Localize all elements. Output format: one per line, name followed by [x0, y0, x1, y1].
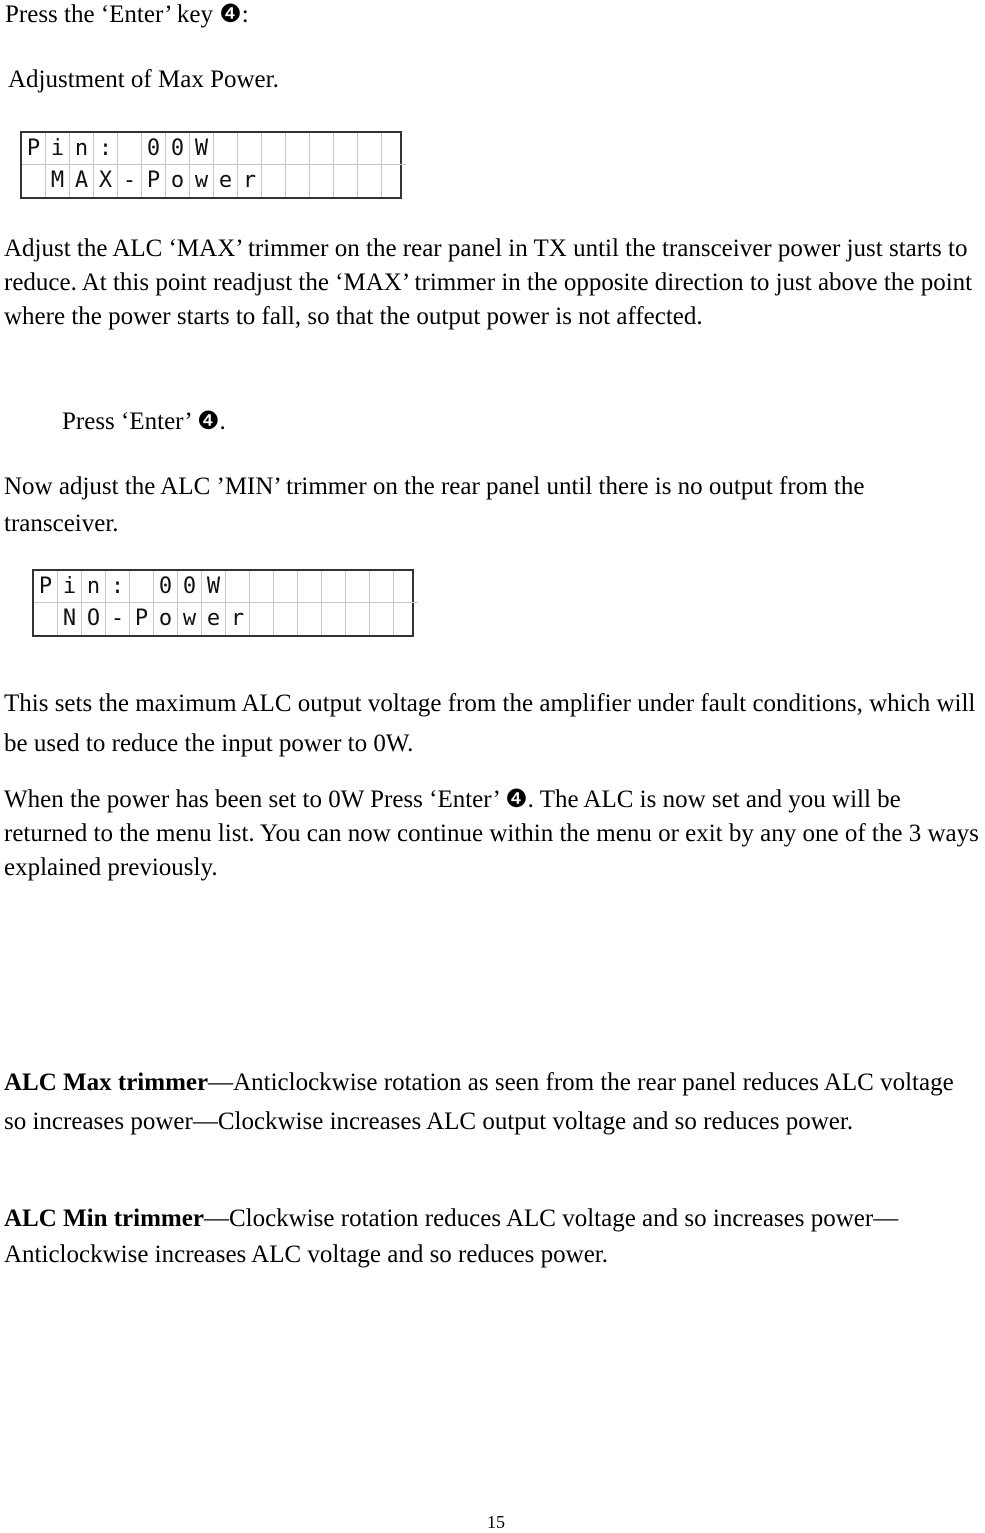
lcd-cell: W: [190, 133, 214, 165]
lcd-cell: [310, 165, 334, 197]
lcd-cell: N: [58, 603, 82, 635]
lcd-cell: 0: [142, 133, 166, 165]
lcd-cell: r: [238, 165, 262, 197]
lcd-cell: [274, 603, 298, 635]
lcd-cell: [358, 133, 382, 165]
lcd-cell: [322, 571, 346, 603]
lcd-cell: -: [118, 165, 142, 197]
lcd-cell: [238, 133, 262, 165]
lcd-cell: P: [142, 165, 166, 197]
max-power-heading: Adjustment of Max Power.: [8, 66, 279, 93]
lcd-cell: [274, 571, 298, 603]
press-enter-step: Press ‘Enter’ ❹.: [62, 408, 226, 435]
alc-min-trimmer-paragraph: [4, 1201, 979, 1273]
lcd-cell: W: [202, 571, 226, 603]
lcd-cell: [358, 165, 382, 197]
lcd-cell: X: [94, 165, 118, 197]
lcd-cell: r: [226, 603, 250, 635]
adjust-min-paragraph: Now adjust the ALC ’MIN’ trimmer on the rear panel until there is no output from the transceiver.: [4, 473, 865, 537]
lcd-cell: -: [106, 603, 130, 635]
lcd-cell: w: [178, 603, 202, 635]
press-enter-instruction: Press the ‘Enter’ key ❹:: [5, 1, 249, 28]
lcd-cell: [298, 571, 322, 603]
lcd-cell: [214, 133, 238, 165]
lcd-cell: [250, 571, 274, 603]
alc-max-trimmer-text: —Anticlockwise rotation as seen from the rear panel reduces ALC voltage so increases power—Clockwise increases ALC output voltage and so reduces power.: [4, 1069, 954, 1135]
adjust-max-paragraph: Adjust the ALC ‘MAX’ trimmer on the rear panel in TX until the transceiver power just starts to reduce. At this point readjust the ‘MAX’ trimmer in the opposite direction to just above the point where the power starts to fall, so that the output power is not affected.: [4, 235, 973, 330]
lcd-cell: [334, 165, 358, 197]
lcd-cell: 0: [166, 133, 190, 165]
lcd-cell: e: [214, 165, 238, 197]
alc-max-trimmer-paragraph: [4, 1063, 979, 1141]
lcd-cell: i: [58, 571, 82, 603]
power-set-paragraph: When the power has been set to 0W Press ‘Enter’ ❹. The ALC is now set and you will be returned to the menu list. You can now continue within the menu or exit by any one of the 3 ways explained previously.: [4, 786, 979, 881]
lcd-cell: [22, 165, 46, 197]
lcd-cell: O: [82, 603, 106, 635]
lcd-cell: P: [34, 571, 58, 603]
lcd-cell: [298, 603, 322, 635]
lcd-cell: [34, 603, 58, 635]
lcd-cell: [286, 133, 310, 165]
lcd-cell: [394, 603, 418, 635]
lcd-cell: [262, 165, 286, 197]
lcd-cell: [286, 165, 310, 197]
lcd-cell: [370, 603, 394, 635]
lcd-cell: w: [190, 165, 214, 197]
lcd-cell: :: [94, 133, 118, 165]
lcd-cell: e: [202, 603, 226, 635]
lcd-cell: [226, 571, 250, 603]
page-number: 15: [487, 1512, 505, 1532]
lcd-cell: [346, 571, 370, 603]
lcd-cell: P: [22, 133, 46, 165]
lcd-cell: 0: [178, 571, 202, 603]
lcd-cell: o: [154, 603, 178, 635]
lcd-cell: [250, 603, 274, 635]
lcd-cell: 0: [154, 571, 178, 603]
lcd-cell: [262, 133, 286, 165]
lcd-cell: [370, 571, 394, 603]
sets-max-paragraph: This sets the maximum ALC output voltage from the amplifier under fault conditions, which will be used to reduce the input power to 0W.: [4, 690, 976, 757]
lcd-cell: [382, 133, 406, 165]
lcd-cell: M: [46, 165, 70, 197]
alc-max-trimmer-label: ALC Max trimmer: [4, 1069, 209, 1096]
lcd-cell: [130, 571, 154, 603]
lcd-cell: [322, 603, 346, 635]
lcd-cell: [310, 133, 334, 165]
lcd-cell: [394, 571, 418, 603]
lcd-cell: [118, 133, 142, 165]
lcd-cell: [382, 165, 406, 197]
lcd-cell: A: [70, 165, 94, 197]
lcd-cell: i: [46, 133, 70, 165]
lcd-display-max-power: [20, 131, 402, 199]
alc-min-trimmer-text: —Clockwise rotation reduces ALC voltage and so increases power—Anticlockwise increases ALC voltage and so reduces power.: [4, 1205, 899, 1268]
lcd-cell: n: [70, 133, 94, 165]
lcd-cell: n: [82, 571, 106, 603]
lcd-cell: [334, 133, 358, 165]
alc-min-trimmer-label: ALC Min trimmer: [4, 1205, 204, 1232]
lcd-cell: :: [106, 571, 130, 603]
lcd-cell: P: [130, 603, 154, 635]
lcd-display-no-power: [32, 569, 414, 637]
lcd-cell: o: [166, 165, 190, 197]
lcd-cell: [346, 603, 370, 635]
